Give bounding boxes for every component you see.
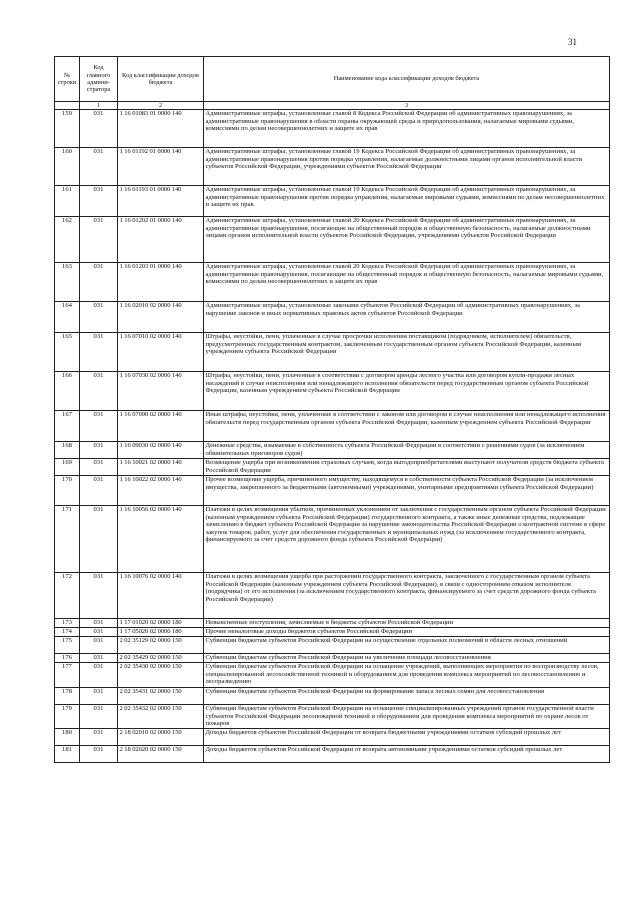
classification-code: 1 16 01193 01 0000 140: [118, 186, 204, 217]
classification-code: 2 02 35429 02 0000 150: [118, 654, 204, 663]
code-name: Возмещение ущерба при возникновении страховых случаев, когда выгодоприобретателями выступают получатели средств бюджета субъекта Российской Федерации: [204, 459, 610, 476]
header-classification-code: Код классификации доходов бюджета: [118, 57, 204, 102]
row-number: 179: [55, 705, 80, 729]
code-name: Административные штрафы, установленные главой 20 Кодекса Российской Федерации об административных правонарушениях, за административные правонарушения, посягающие на общественный порядок и общественную безопасность, налагаемые должностными лицами органов исполнительной власти субъектов Российской Федерации, учреждениями субъектов Российской Федерации: [204, 217, 610, 263]
code-name: Административные штрафы, установленные главой 19 Кодекса Российской Федерации об административных правонарушениях, за административные правонарушения против порядка управления, налагаемые должностными лицами органов исполнительной власти субъектов Российской Федерации, учреждениями субъектов Российской Федерации: [204, 148, 610, 186]
code-name: Иные штрафы, неустойки, пени, уплаченные в соответствии с законом или договором в случае неисполнения или ненадлежащего исполнения обязательств перед государственным органом субъекта Российской Федерации, казенным учреждением субъекта Российской Федерации: [204, 411, 610, 442]
admin-code: 031: [80, 654, 118, 663]
column-number-row: [55, 102, 610, 110]
row-number: 163: [55, 263, 80, 302]
code-name: Платежи в целях возмещения ущерба при расторжении государственного контракта, заключенного с государственным органом субъекта Российской Федерации (казенным учреждением субъекта Российской Федерации), в связи с односторонним отказом исполнителя (подрядчика) от его исполнения (за исключением государственного контракта, финансируемого за счет средств дорожного фонда субъекта Российской Федерации): [204, 573, 610, 619]
table-row: [55, 506, 610, 573]
row-number: 159: [55, 110, 80, 148]
row-number: 180: [55, 729, 80, 746]
admin-code: 031: [80, 186, 118, 217]
row-number: 164: [55, 302, 80, 333]
code-name: Административные штрафы, установленные главой 8 Кодекса Российской Федерации об административных правонарушениях, за административные правонарушения в области охраны окружающей среды и природопользования, налагаемые мировыми судьями, комиссиями по делам несовершеннолетних и защите их прав: [204, 110, 610, 148]
code-name: Субвенции бюджетам субъектов Российской Федерации на увеличение площади лесовосстановления: [204, 654, 610, 663]
classification-code: 1 16 09030 02 0000 140: [118, 442, 204, 459]
column-number-1: 1: [80, 102, 118, 110]
classification-code: 1 16 02010 02 0000 140: [118, 302, 204, 333]
classification-code: 1 17 01020 02 0000 180: [118, 619, 204, 628]
classification-code: 1 16 10022 02 0000 140: [118, 476, 204, 506]
table-row: [55, 688, 610, 705]
classification-code: 1 16 01203 01 0000 140: [118, 263, 204, 302]
header-row-number: № строки: [55, 57, 80, 102]
row-number: 173: [55, 619, 80, 628]
table-row: [55, 663, 610, 688]
classification-code: 1 16 07090 02 0000 140: [118, 411, 204, 442]
admin-code: 031: [80, 372, 118, 411]
header-code-name: Наименование кода классификации доходов бюджета: [204, 57, 610, 102]
row-number: 176: [55, 654, 80, 663]
classification-code: 1 16 07010 02 0000 140: [118, 333, 204, 372]
code-name: Прочее возмещение ущерба, причиненного имуществу, находящемуся в собственности субъекта Российской Федерации (за исключением имущества, закрепленного за бюджетными (автономными) учреждениями, унитарными предприятиями субъекта Российской Федерации): [204, 476, 610, 506]
code-name: Прочие неналоговые доходы бюджетов субъектов Российской Федерации: [204, 628, 610, 637]
table-row: [55, 637, 610, 654]
row-number: 167: [55, 411, 80, 442]
table-row: [55, 186, 610, 217]
column-number-2: 2: [118, 102, 204, 110]
classification-code: 1 16 07030 02 0000 140: [118, 372, 204, 411]
revenue-classification-table-wrap: [54, 56, 609, 763]
code-name: Административные штрафы, установленные законами субъектов Российской Федерации об административных правонарушениях, за нарушение законов и иных нормативных правовых актов субъектов Российской Федерации: [204, 302, 610, 333]
classification-code: 2 02 35430 02 0000 150: [118, 663, 204, 688]
table-header-row: [55, 57, 610, 102]
admin-code: 031: [80, 411, 118, 442]
admin-code: 031: [80, 705, 118, 729]
row-number: 174: [55, 628, 80, 637]
row-number: 165: [55, 333, 80, 372]
classification-code: 2 02 35431 02 0000 150: [118, 688, 204, 705]
classification-code: 1 16 01192 01 0000 140: [118, 148, 204, 186]
table-row: [55, 217, 610, 263]
admin-code: 031: [80, 506, 118, 573]
revenue-classification-table: [54, 56, 610, 763]
classification-code: 2 02 35432 02 0000 150: [118, 705, 204, 729]
admin-code: 031: [80, 637, 118, 654]
classification-code: 1 16 10021 02 0000 140: [118, 459, 204, 476]
table-body: [55, 110, 610, 763]
admin-code: 031: [80, 110, 118, 148]
code-name: Субвенции бюджетам субъектов Российской Федерации на оснащение специализированных учреждений органов государственной власти субъектов Российской Федерации лесопожарной техникой и оборудованием для проведения комплекса мероприятий по охране лесов от пожаров: [204, 705, 610, 729]
row-number: 178: [55, 688, 80, 705]
code-name: Штрафы, неустойки, пени, уплаченные в соответствии с договором аренды лесного участка или договором купли-продажи лесных насаждений в случае неисполнения или ненадлежащего исполнения обязательств перед государственным органом субъекта Российской Федерации, казенным учреждением субъекта Российской Федерации: [204, 372, 610, 411]
code-name: Административные штрафы, установленные главой 20 Кодекса Российской Федерации об административных правонарушениях, за административные правонарушения, посягающие на общественный порядок и общественную безопасность, налагаемые мировыми судьями, комиссиями по делам несовершеннолетних и защите их прав: [204, 263, 610, 302]
admin-code: 031: [80, 459, 118, 476]
table-row: [55, 573, 610, 619]
table-row: [55, 628, 610, 637]
table-row: [55, 654, 610, 663]
admin-code: 031: [80, 619, 118, 628]
row-number: 168: [55, 442, 80, 459]
code-name: Платежи в целях возмещения убытков, причиненных уклонением от заключения с государственным органом субъекта Российской Федерации (казенным учреждением субъекта Российской Федерации) государственного контракта, а также иные денежные средства, подлежащие зачислению в бюджет субъекта Российской Федерации за нарушение законодательства Российской Федерации о контрактной системе в сфере закупок товаров, работ, услуг для обеспечения государственных и муниципальных нужд (за исключением государственного контракта, финансируемого за счет средств дорожного фонда субъекта Российской Федерации): [204, 506, 610, 573]
admin-code: 031: [80, 688, 118, 705]
classification-code: 1 16 01202 01 0000 140: [118, 217, 204, 263]
table-row: [55, 110, 610, 148]
code-name: Невыясненные поступления, зачисляемые в бюджеты субъектов Российской Федерации: [204, 619, 610, 628]
code-name: Субвенции бюджетам субъектов Российской Федерации на формирование запаса лесных семян для лесовосстановления: [204, 688, 610, 705]
row-number: 172: [55, 573, 80, 619]
admin-code: 031: [80, 263, 118, 302]
row-number: 171: [55, 506, 80, 573]
table-row: [55, 411, 610, 442]
code-name: Денежные средства, изымаемые в собственность субъекта Российской Федерации в соответствии с решениями судов (за исключением обвинительных приговоров судов): [204, 442, 610, 459]
classification-code: 1 16 10076 02 0000 140: [118, 573, 204, 619]
code-name: Субвенции бюджетам субъектов Российской Федерации на оснащение учреждений, выполняющих мероприятия по воспроизводству лесов, специализированной лесохозяйственной техникой и оборудованием для проведения комплекса мероприятий по лесовосстановлению и лесоразведению: [204, 663, 610, 688]
admin-code: 031: [80, 302, 118, 333]
column-number-3: 3: [204, 102, 610, 110]
classification-code: 1 16 10056 02 0000 140: [118, 506, 204, 573]
table-row: [55, 148, 610, 186]
classification-code: 1 16 01083 01 0000 140: [118, 110, 204, 148]
row-number: 162: [55, 217, 80, 263]
row-number: 170: [55, 476, 80, 506]
classification-code: 2 18 02020 02 0000 150: [118, 746, 204, 763]
admin-code: 031: [80, 217, 118, 263]
table-row: [55, 476, 610, 506]
admin-code: 031: [80, 746, 118, 763]
admin-code: 031: [80, 729, 118, 746]
row-number: 166: [55, 372, 80, 411]
table-row: [55, 729, 610, 746]
classification-code: 1 17 05020 02 0000 180: [118, 628, 204, 637]
table-row: [55, 705, 610, 729]
admin-code: 031: [80, 148, 118, 186]
row-number: 181: [55, 746, 80, 763]
table-row: [55, 333, 610, 372]
header-admin-code: Код главного админи-стратора: [80, 57, 118, 102]
admin-code: 031: [80, 628, 118, 637]
table-row: [55, 619, 610, 628]
column-number-empty: [55, 102, 80, 110]
row-number: 177: [55, 663, 80, 688]
code-name: Субвенции бюджетам субъектов Российской Федерации на осуществление отдельных полномочий в области лесных отношений: [204, 637, 610, 654]
row-number: 169: [55, 459, 80, 476]
admin-code: 031: [80, 573, 118, 619]
row-number: 161: [55, 186, 80, 217]
table-row: [55, 372, 610, 411]
admin-code: 031: [80, 476, 118, 506]
code-name: Штрафы, неустойки, пени, уплаченные в случае просрочки исполнения поставщиком (подрядчиком, исполнителем) обязательств, предусмотренных государственным контрактом, заключенным государственным органом субъекта Российской Федерации, казенным учреждением субъекта Российской Федерации: [204, 333, 610, 372]
table-row: [55, 746, 610, 763]
classification-code: 2 18 02010 02 0000 150: [118, 729, 204, 746]
code-name: Административные штрафы, установленные главой 19 Кодекса Российской Федерации об административных правонарушениях, за административные правонарушения против порядка управления, налагаемые мировыми судьями, комиссиями по делам несовершеннолетних и защите их прав: [204, 186, 610, 217]
table-row: [55, 263, 610, 302]
row-number: 160: [55, 148, 80, 186]
table-row: [55, 302, 610, 333]
classification-code: 2 02 35129 02 0000 150: [118, 637, 204, 654]
code-name: Доходы бюджетов субъектов Российской Федерации от возврата бюджетными учреждениями остатков субсидий прошлых лет: [204, 729, 610, 746]
page-number: 31: [568, 37, 577, 47]
table-row: [55, 442, 610, 459]
admin-code: 031: [80, 333, 118, 372]
admin-code: 031: [80, 663, 118, 688]
admin-code: 031: [80, 442, 118, 459]
row-number: 175: [55, 637, 80, 654]
table-row: [55, 459, 610, 476]
code-name: Доходы бюджетов субъектов Российской Федерации от возврата автономными учреждениями остатков субсидий прошлых лет: [204, 746, 610, 763]
